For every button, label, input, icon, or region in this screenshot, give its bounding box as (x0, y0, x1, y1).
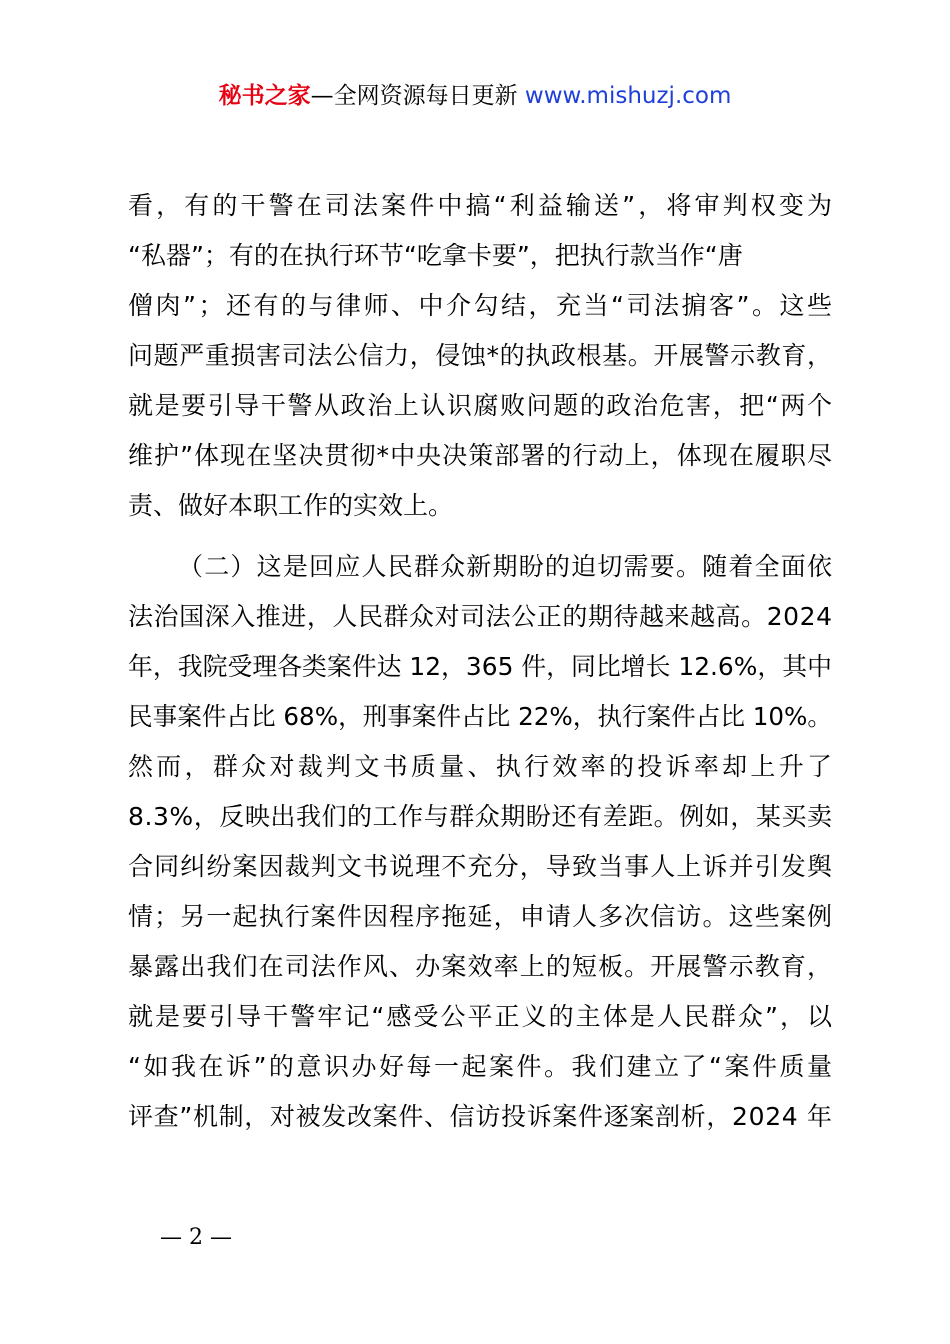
paragraph-section-two (128, 542, 836, 1142)
text-line: 看，有的干警在司法案件中搞“利益输送”，将审判权变为 (128, 191, 836, 220)
paragraph-continued (128, 181, 836, 531)
text-line: （二）这是回应人民群众新期盼的迫切需要。随着全面依 (178, 552, 834, 581)
paragraph-spacer (128, 531, 832, 542)
header-tagline: —全网资源每日更新 (310, 83, 518, 109)
brand-name: 秘书之家 (218, 83, 311, 109)
text-line: 8.3%，反映出我们的工作与群众期盼还有差距。例如，某买卖 (128, 802, 833, 831)
text-line: “如我在诉”的意识办好每一起案件。我们建立了“案件质量 (128, 1052, 835, 1081)
text-line: 责、做好本职工作的实效上。 (128, 491, 454, 520)
text-line: 然而，群众对裁判文书质量、执行效率的投诉率却上升了 (128, 752, 836, 781)
text-line: 维护”体现在坚决贯彻*中央决策部署的行动上，体现在履职尽 (128, 441, 834, 470)
text-line: 就是要引导干警从政治上认识腐败问题的政治危害，把“两个 (128, 391, 834, 420)
page-number: — 2 — (160, 1225, 232, 1250)
site-url-link[interactable]: www.mishuzj.com (524, 83, 732, 109)
text-line: 暴露出我们在司法作风、办案效率上的短板。开展警示教育， (128, 952, 834, 981)
text-line: 僧肉”；还有的与律师、中介勾结，充当“司法掮客”。这些 (128, 291, 835, 320)
text-line: 民事案件占比 68%，刑事案件占比 22%，执行案件占比 10%。 (128, 702, 833, 731)
document-body (128, 181, 836, 1142)
site-header (0, 80, 950, 112)
text-line: “私器”；有的在执行环节“吃拿卡要”，把执行款当作“唐 (128, 241, 743, 270)
text-line: 情；另一起执行案件因程序拖延，申请人多次信访。这些案例 (128, 902, 834, 931)
text-line: 年，我院受理各类案件达 12，365 件，同比增长 12.6%，其中 (128, 652, 832, 681)
text-line: 就是要引导干警牢记“感受公平正义的主体是人民群众”，以 (128, 1002, 835, 1031)
text-line: 问题严重损害司法公信力，侵蚀*的执政根基。开展警示教育， (128, 341, 833, 370)
text-line: 评查”机制，对被发改案件、信访投诉案件逐案剖析，2024 年 (128, 1102, 833, 1131)
text-line: 合同纠纷案因裁判文书说理不充分，导致当事人上诉并引发舆 (128, 852, 834, 881)
text-line: 法治国深入推进，人民群众对司法公正的期待越来越高。2024 (128, 602, 833, 631)
